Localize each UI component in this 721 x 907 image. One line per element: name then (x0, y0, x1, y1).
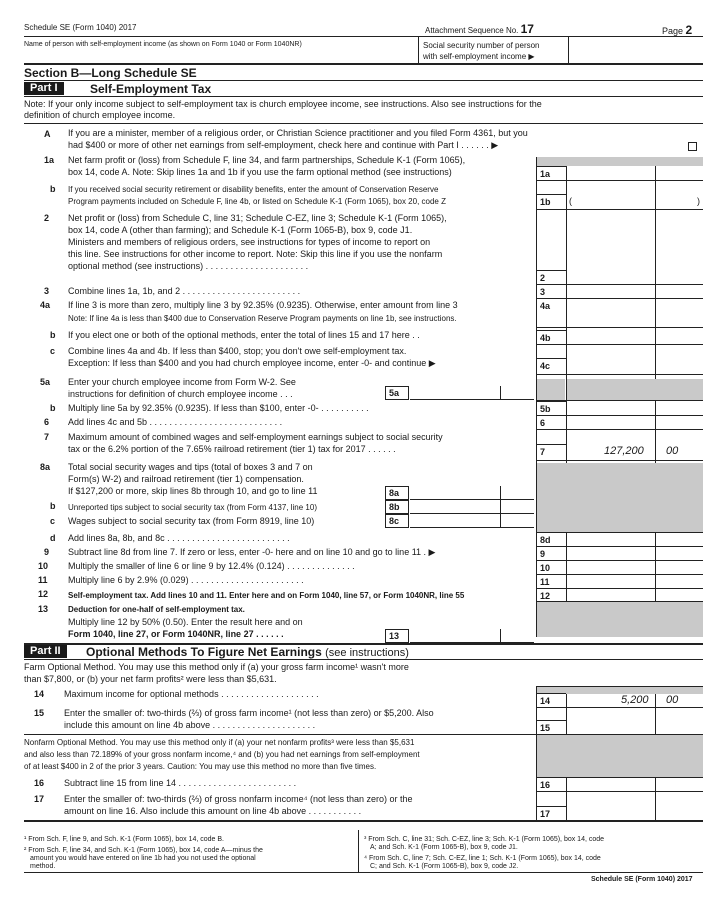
farm-method-text-1: Farm Optional Method. You may use this method only if (a) your gross farm income¹ wasn't more (24, 662, 409, 672)
row-16-rule (536, 791, 703, 792)
shade-8abc (537, 463, 703, 532)
shade-top (537, 157, 703, 166)
line-8c-box: 8c (385, 514, 409, 528)
line-1a-text-2: box 14, code A. Note: Skip lines 1a and 1b if you use the farm optional method (see instructions) (68, 167, 452, 177)
line-3-box: 3 (536, 284, 566, 298)
line-a-text-1: If you are a minister, member of a religious order, or Christian Science practitioner and you filed Form 4361, but you (68, 128, 528, 138)
line-10-box: 10 (536, 560, 566, 574)
line-5a-number: 5a (40, 377, 51, 387)
row-4a-rule (536, 327, 703, 328)
line-14-box: 14 (536, 693, 566, 707)
line-8a-text-3: If $127,200 or more, skip lines 8b through 10, and go to line 11 (68, 486, 318, 496)
line-15-box: 15 (536, 720, 566, 734)
line-10-amount-field[interactable] (567, 560, 703, 574)
footnote-4-line1: ⁴ From Sch. C, line 7; Sch. C-EZ, line 1; Sch. K-1 (Form 1065), box 14, code (364, 855, 601, 862)
row-4c-rule (536, 374, 703, 375)
line-7-text-2: tax or the 6.2% portion of the 7.65% railroad retirement (tier 1) tax for 2017 . . . . . . (68, 444, 396, 454)
section-b-divider (24, 80, 703, 81)
line-4a-text-1: If line 3 is more than zero, multiply line 3 by 92.35% (0.9235). Otherwise, enter amount from line 3 (68, 300, 458, 310)
line-13-text-1: Deduction for one-half of self-employment tax. (68, 605, 245, 614)
line-8b-box: 8b (385, 500, 409, 514)
line-8d-text: Add lines 8a, 8b, and 8c . . . . . . . . . . . . . . . . . . . . . . . . . (68, 533, 290, 543)
line-1b-close-paren: ) (697, 196, 700, 206)
footnote-2-line2: amount you would have entered on line 1b had you not used the optional (30, 855, 256, 862)
line-5b-number: b (50, 403, 56, 413)
line-5a-amount-field[interactable] (410, 386, 534, 400)
attachment-label: Attachment Sequence No. (425, 26, 519, 35)
line-12-number: 12 (38, 589, 49, 599)
line-17-number: 17 (34, 794, 45, 804)
line-9-number: 9 (44, 547, 50, 557)
part1-title: Self-Employment Tax (90, 82, 212, 96)
footnote-3-line1: ³ From Sch. C, line 31; Sch. C-EZ, line 3; Sch. K-1 (Form 1065), box 14, code (364, 836, 605, 843)
ssn-label (423, 40, 540, 62)
line-8d-box: 8d (536, 532, 566, 546)
line-16-number: 16 (34, 778, 45, 788)
line-16-text: Subtract line 15 from line 14 . . . . . . . . . . . . . . . . . . . . . . . . (64, 778, 297, 788)
attachment-number: 17 (520, 22, 534, 36)
name-row-divider (24, 63, 703, 65)
part2-tag: Part II (24, 645, 67, 658)
line-9-amount-field[interactable] (567, 546, 703, 560)
line-13-text-2: Multiply line 12 by 50% (0.50). Enter the result here and on (68, 617, 303, 627)
line-8b-amount-field[interactable] (410, 500, 534, 514)
line-4a-text-2: Note: If line 4a is less than $400 due to Conservation Reserve Program payments on line 1b, see instructions. (68, 314, 457, 323)
line-2-text-1: Net profit or (loss) from Schedule C, line 31; Schedule C-EZ, line 3; Schedule K-1 (Form 1065), (68, 213, 447, 223)
footer-rule (24, 872, 703, 873)
line-1a-number: 1a (44, 155, 55, 165)
part2-title-text: Optional Methods To Figure Net Earnings (86, 645, 322, 659)
name-ssn-divider (418, 36, 419, 63)
line-12-box: 12 (536, 588, 566, 602)
row-1a-rule (536, 180, 703, 181)
part2-bottom-rule (24, 820, 703, 822)
line-8b-number: b (50, 501, 56, 511)
shade-5a (537, 379, 565, 400)
line-4a-amount-field[interactable] (567, 298, 703, 312)
line-14-amount: 5,200 (621, 694, 649, 706)
part1-note-line2: definition of church employee income. (24, 110, 176, 120)
footnote-2-line3: method. (30, 863, 56, 870)
line-8a-box: 8a (385, 486, 409, 500)
nonfarm-method-text-1: Nonfarm Optional Method. You may use this method only if (a) your net nonfarm profits³ were less than $5,631 (24, 738, 415, 747)
line-6-text: Add lines 4c and 5b . . . . . . . . . . . . . . . . . . . . . . . . . . . (68, 417, 283, 427)
name-label: Name of person with self-employment income (as shown on Form 1040 or Form 1040NR) (24, 41, 302, 48)
line-2-number: 2 (44, 213, 50, 223)
line-8c-text: Wages subject to social security tax (from Form 8919, line 10) (68, 516, 315, 526)
line-9-box: 9 (536, 546, 566, 560)
line-17-box: 17 (536, 806, 566, 820)
line-2-text-2: box 14, code A (other than farming); and Schedule K-1 (Form 1065-B), box 9, code J1. (68, 225, 413, 235)
line-7-number: 7 (44, 432, 50, 442)
row-6-rule (536, 429, 703, 430)
line-7-amount: 127,200 (604, 445, 644, 457)
farm-method-text-2: than $7,800, or (b) your net farm profits² were less than $5,631. (24, 674, 277, 684)
line-17-text-1: Enter the smaller of: two-thirds (⅔) of gross nonfarm income⁴ (not less than zero) or the (64, 794, 413, 804)
ssn-label-line1: Social security number of person (423, 41, 540, 50)
line-14-cents: 00 (666, 694, 679, 706)
section-b-title: Section B—Long Schedule SE (24, 66, 197, 80)
line-1b-box: 1b (536, 194, 566, 208)
shade-5a-amt (567, 379, 703, 400)
row-12-rule (536, 601, 703, 602)
line-14-number: 14 (34, 689, 45, 699)
ssn-input[interactable] (569, 37, 703, 62)
footnote-4-line2: C; and Sch. K-1 (Form 1065-B), box 9, code J2. (370, 863, 519, 870)
nonfarm-method-text-2: and also less than 72.189% of your gross nonfarm income,⁴ and (b) you had net earnings from self-employment (24, 750, 420, 759)
line-6-box: 6 (536, 415, 566, 429)
line-5b-text: Multiply line 5a by 92.35% (0.9235). If less than $100, enter -0- . . . . . . . . . . (68, 403, 369, 413)
line-11-box: 11 (536, 574, 566, 588)
line-5b-amount-field[interactable] (567, 401, 703, 415)
line-8c-amount-field[interactable] (410, 514, 534, 528)
line-5b-box: 5b (536, 401, 566, 415)
line-5a-text-1: Enter your church employee income from Form W-2. See (68, 377, 296, 387)
name-input[interactable] (24, 50, 416, 62)
part1-divider (24, 96, 703, 97)
part1-note-line1: Note: If your only income subject to self-employment tax is church employee income, see instructions. Also see instructions for the (24, 99, 542, 109)
footnote-1: ¹ From Sch. F, line 9, and Sch. K-1 (Form 1065), box 14, code B. (24, 836, 224, 843)
line-1b-number: b (50, 184, 56, 194)
line-5a-cents-rule (500, 386, 501, 400)
line-11-amount-field[interactable] (567, 574, 703, 588)
row-15-rule (24, 734, 703, 735)
line-5a-box: 5a (385, 386, 409, 400)
line-13-text-3: Form 1040, line 27, or Form 1040NR, line 27 . . . . . . (68, 629, 284, 639)
line-1a-text-1: Net farm profit or (loss) from Schedule F, line 34, and farm partnerships, Schedule K-1 (Form 1065), (68, 155, 466, 165)
line-8a-amount-field[interactable] (410, 486, 534, 500)
line-1b-text-2: Program payments included on Schedule F, line 4b, or listed on Schedule K-1 (Form 1065), box 20, code Z (68, 197, 446, 206)
line-15-amount-field[interactable] (567, 720, 703, 734)
line-4b-number: b (50, 330, 56, 340)
part2-title-rule (24, 659, 703, 660)
line-8d-number: d (50, 533, 56, 543)
line-1a-box: 1a (536, 166, 566, 180)
note-divider (24, 123, 703, 124)
line-12-amount-field[interactable] (567, 588, 703, 601)
form-name: Schedule SE (Form 1040) 2017 (24, 23, 137, 32)
line-1a-amount-field[interactable] (567, 166, 703, 180)
shade-nonfarm (537, 735, 703, 777)
line-11-text: Multiply line 6 by 2.9% (0.029) . . . . . . . . . . . . . . . . . . . . . . . (68, 575, 304, 585)
row-14-rule (536, 707, 703, 708)
line-14-text: Maximum income for optional methods . . . . . . . . . . . . . . . . . . . . (64, 689, 319, 699)
line-1b-text-1: If you received social security retirement or disability benefits, enter the amount of Conservation Reserve (68, 185, 439, 194)
line-4c-amount-field[interactable] (567, 358, 703, 372)
line-13-cents-rule (500, 629, 501, 643)
line-2-text-4: this line. See instructions for other income to report. Note: Skip this line if you use the nonfarm (68, 249, 443, 259)
line-1b-open-paren: ( (569, 196, 572, 206)
page-label: Page (662, 26, 684, 36)
line-16-amount-field[interactable] (567, 777, 703, 791)
footnote-divider (358, 830, 359, 872)
line-13-box: 13 (385, 629, 409, 643)
line-15-number: 15 (34, 708, 45, 718)
line-8-cents-rule (500, 486, 501, 528)
line-a-checkbox[interactable] (688, 142, 697, 151)
part1-tag: Part I (24, 82, 64, 95)
line-8a-text-1: Total social security wages and tips (total of boxes 3 and 7 on (68, 462, 313, 472)
line-6-amount-field[interactable] (567, 415, 703, 429)
line-8a-number: 8a (40, 462, 51, 472)
line-8d-amount-field[interactable] (567, 532, 703, 546)
shade-13 (537, 601, 703, 637)
line-5a-text-2: instructions for definition of church employee income . . . (68, 389, 293, 399)
line-13-number: 13 (38, 604, 49, 614)
footnote-2-line1: ² From Sch. F, line 34, and Sch. K-1 (Form 1065), box 14, code A—minus the (24, 847, 263, 854)
line-4a-box: 4a (536, 298, 566, 312)
line-2-amount-field[interactable] (567, 270, 703, 284)
row-1b-rule (536, 209, 703, 210)
line-13-amount-field[interactable] (410, 629, 534, 643)
part2-col-top-rule (536, 686, 703, 687)
line-8c-number: c (50, 516, 56, 526)
line-7-box: 7 (536, 444, 566, 458)
line-4b-text: If you elect one or both of the optional methods, enter the total of lines 15 and 17 here . . (68, 330, 420, 340)
page-number: 2 (685, 23, 693, 37)
footnote-3-line2: A; and Sch. K-1 (Form 1065-B), box 9, code J1. (370, 844, 518, 851)
row-7-rule (536, 460, 703, 461)
line-4c-text-1: Combine lines 4a and 4b. If less than $400, stop; you don't owe self-employment tax. (68, 346, 407, 356)
line-8a-text-2: Form(s) W-2) and railroad retirement (tier 1) compensation. (68, 474, 304, 484)
line-16-box: 16 (536, 777, 566, 791)
line-17-text-2: amount on line 16. Also include this amount on line 4b above . . . . . . . . . . . (64, 806, 362, 816)
line-8b-text: Unreported tips subject to social security tax (from Form 4137, line 10) (68, 503, 317, 512)
line-2-text-3: Ministers and members of religious orders, see instructions for types of income to report on (68, 237, 431, 247)
line-4b-box: 4b (536, 330, 566, 344)
row-4b-rule (536, 344, 703, 345)
part2-title-suffix: (see instructions) (325, 647, 409, 659)
line-4c-text-2: Exception: If less than $400 and you had church employee income, enter -0- and continue ▶ (68, 358, 436, 368)
form-footer: Schedule SE (Form 1040) 2017 (591, 876, 693, 883)
line-11-number: 11 (38, 575, 48, 585)
line-4b-amount-field[interactable] (567, 330, 703, 344)
line-a-text-2: had $400 or more of other net earnings from self-employment, check here and continue with Part I . . . . . . ▶ (68, 140, 499, 150)
line-10-text: Multiply the smaller of line 6 or line 9 by 12.4% (0.124) . . . . . . . . . . . . . . (68, 561, 355, 571)
ssn-label-line2: with self-employment income ▶ (423, 52, 535, 61)
line-3-amount-field[interactable] (567, 284, 703, 298)
attachment-sequence (425, 22, 534, 36)
line-4a-number: 4a (40, 300, 51, 310)
line-15-text-1: Enter the smaller of: two-thirds (⅔) of gross farm income¹ (not less than zero) or $5,200. Also (64, 708, 434, 718)
line-1b-amount-field[interactable] (574, 195, 694, 208)
line-7-cents: 00 (666, 445, 679, 457)
line-2-text-5: optional method (see instructions) . . . . . . . . . . . . . . . . . . . . . (68, 261, 309, 271)
line-3-text: Combine lines 1a, 1b, and 2 . . . . . . . . . . . . . . . . . . . . . . . . (68, 286, 301, 296)
line-10-number: 10 (38, 561, 49, 571)
nonfarm-method-text-3: of at least $400 in 2 of the prior 3 years. Caution: You may use this method no more than five times. (24, 762, 377, 771)
part2-title (86, 645, 409, 659)
line-a-number: A (44, 129, 51, 139)
line-17-amount-field[interactable] (567, 806, 703, 820)
line-6-number: 6 (44, 417, 50, 427)
line-15-text-2: include this amount on line 4b above . . . . . . . . . . . . . . . . . . . . . (64, 720, 316, 730)
line-4c-box: 4c (536, 358, 566, 372)
line-4c-number: c (50, 346, 56, 356)
line-9-text: Subtract line 8d from line 7. If zero or less, enter -0- here and on line 10 and go to line 11 . ▶ (68, 547, 436, 557)
line-7-text-1: Maximum amount of combined wages and self-employment earnings subject to social security (68, 432, 443, 442)
line-2-box: 2 (536, 270, 566, 284)
line-12-text: Self-employment tax. Add lines 10 and 11. Enter here and on Form 1040, line 57, or Form 1040NR, line 55 (68, 591, 465, 600)
line-3-number: 3 (44, 286, 50, 296)
page-indicator (662, 23, 692, 37)
